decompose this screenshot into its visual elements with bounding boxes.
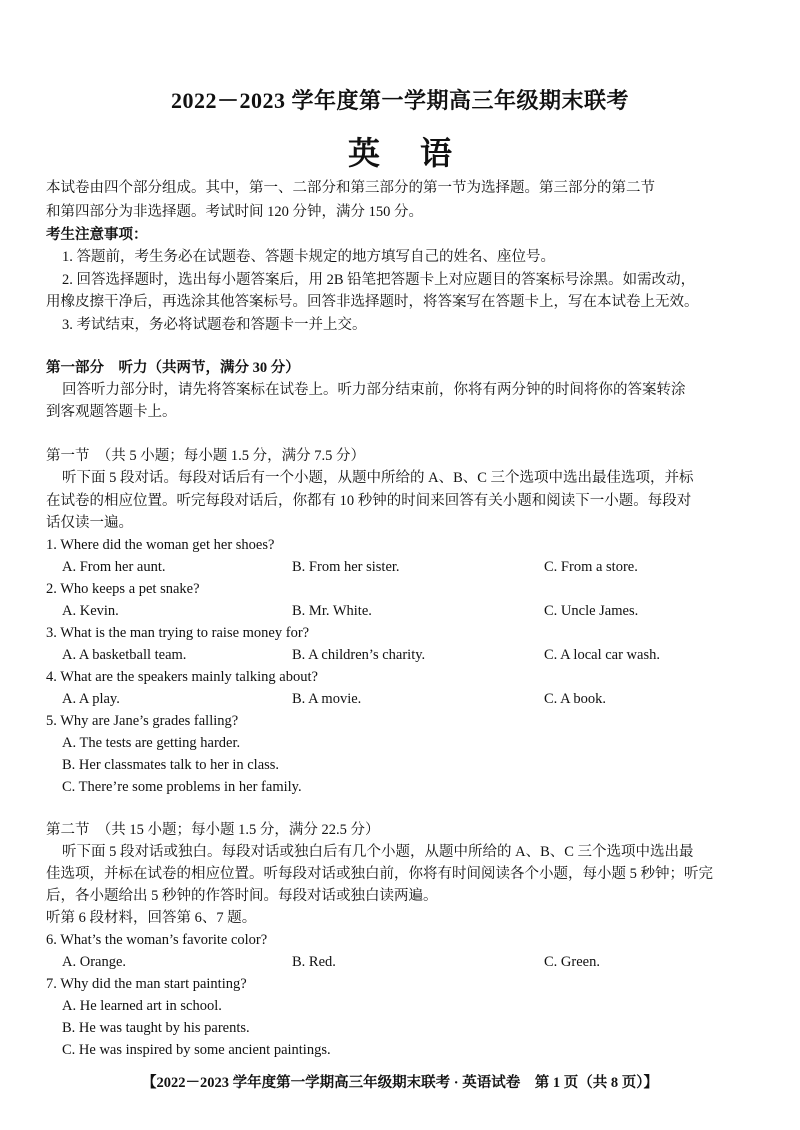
q5-option-a: A. The tests are getting harder. [62, 735, 241, 751]
subject-title: 英语 [347, 135, 492, 171]
intro-line-1: 本试卷由四个部分组成。其中，第一、二部分和第三部分的第一节为选择题。第三部分的第二节 [46, 180, 655, 196]
q2-option-b: B. Mr. White. [292, 603, 372, 619]
section2-line-2: 佳选项，并标在试卷的相应位置。听每段对话或独白前，你将有时间阅读各个小题，每小题 5 秒钟；听完 [46, 866, 713, 882]
question-5: 5. Why are Jane’s grades falling? [46, 713, 239, 729]
section1-line-2: 在试卷的相应位置。听完每段对话后，你都有 10 秒钟的时间来回答有关小题和阅读下一小题。每段对 [46, 493, 692, 509]
notes-heading: 考生注意事项： [46, 227, 148, 243]
q2-option-a: A. Kevin. [62, 603, 119, 619]
question-6: 6. What’s the woman’s favorite color? [46, 932, 268, 948]
question-7: 7. Why did the man start painting? [46, 976, 247, 992]
q6-option-c: C. Green. [544, 954, 600, 970]
q2-option-c: C. Uncle James. [544, 603, 639, 619]
q7-option-c: C. He was inspired by some ancient paintings. [62, 1042, 331, 1058]
part1-line-1: 回答听力部分时，请先将答案标在试卷上。听力部分结束前，你将有两分钟的时间将你的答案转涂 [62, 382, 686, 398]
q1-option-a: A. From her aunt. [62, 559, 166, 575]
note-2b: 用橡皮擦干净后，再选涂其他答案标号。回答非选择题时，将答案写在答题卡上，写在本试卷上无效。 [46, 294, 699, 310]
note-2a: 2. 回答选择题时，选出每小题答案后，用 2B 铅笔把答题卡上对应题目的答案标号涂黑。如需改动， [62, 272, 696, 288]
q1-option-b: B. From her sister. [292, 559, 400, 575]
q4-option-b: B. A movie. [292, 691, 362, 707]
section1-line-1: 听下面 5 段对话。每段对话后有一个小题，从题中所给的 A、B、C 三个选项中选出最佳选项，并标 [62, 470, 694, 486]
note-1: 1. 答题前，考生务必在试题卷、答题卡规定的地方填写自己的姓名、座位号。 [62, 249, 555, 265]
q5-option-b: B. Her classmates talk to her in class. [62, 757, 280, 773]
q7-option-a: A. He learned art in school. [62, 998, 222, 1014]
note-3: 3. 考试结束，务必将试题卷和答题卡一并上交。 [62, 317, 367, 333]
q6-option-b: B. Red. [292, 954, 336, 970]
section2-line-1: 听下面 5 段对话或独白。每段对话或独白后有几个小题，从题中所给的 A、B、C 三个选项中选出最 [62, 844, 694, 860]
section1-heading: 第一节 （共 5 小题；每小题 1.5 分，满分 7.5 分） [46, 448, 365, 464]
section2-line-3: 后，各小题给出 5 秒钟的作答时间。每段对话或独白读两遍。 [46, 888, 438, 904]
section1-line-3: 话仅读一遍。 [46, 515, 133, 531]
question-2: 2. Who keeps a pet snake? [46, 581, 200, 597]
question-4: 4. What are the speakers mainly talking about? [46, 669, 318, 685]
page-footer: 【2022－2023 学年度第一学期高三年级期末联考 · 英语试卷 第 1 页（共 8 页）】 [142, 1075, 658, 1091]
q4-option-c: C. A book. [544, 691, 607, 707]
exam-title: 2022－2023 学年度第一学期高三年级期末联考 [170, 88, 629, 113]
question-1: 1. Where did the woman get her shoes? [46, 537, 275, 553]
intro-line-2: 和第四部分为非选择题。考试时间 120 分钟，满分 150 分。 [46, 204, 423, 220]
q6-option-a: A. Orange. [62, 954, 127, 970]
q5-option-c: C. There’re some problems in her family. [62, 779, 302, 795]
q3-option-a: A. A basketball team. [62, 647, 187, 663]
question-3: 3. What is the man trying to raise money for? [46, 625, 310, 641]
q4-option-a: A. A play. [62, 691, 120, 707]
material-6-note: 听第 6 段材料，回答第 6、7 题。 [46, 910, 257, 926]
q3-option-c: C. A local car wash. [544, 647, 660, 663]
q3-option-b: B. A children’s charity. [292, 647, 426, 663]
part1-heading: 第一部分 听力（共两节，满分 30 分） [46, 360, 300, 376]
q1-option-c: C. From a store. [544, 559, 638, 575]
section2-heading: 第二节 （共 15 小题；每小题 1.5 分，满分 22.5 分） [46, 822, 380, 838]
q7-option-b: B. He was taught by his parents. [62, 1020, 250, 1036]
part1-line-2: 到客观题答题卡上。 [46, 404, 177, 420]
